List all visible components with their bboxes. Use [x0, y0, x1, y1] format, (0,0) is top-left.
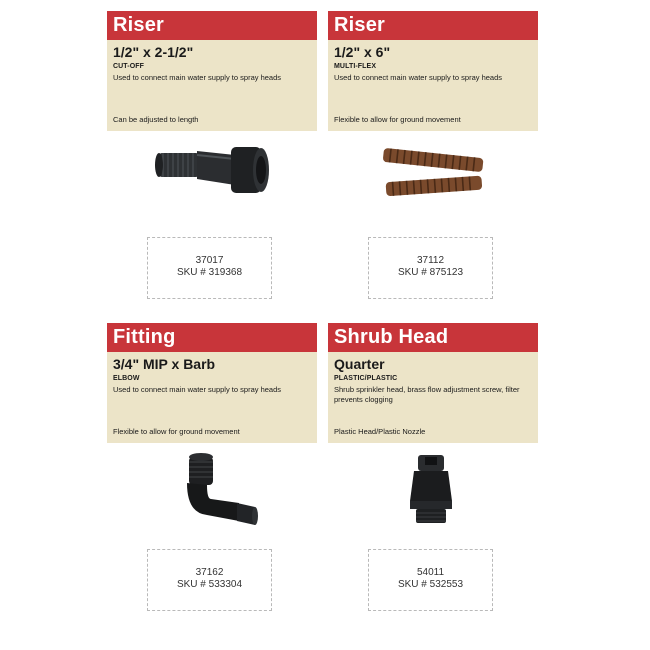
product-type: MULTI-FLEX: [334, 63, 377, 70]
flex-riser-icon: [328, 131, 538, 241]
category-band: Riser: [328, 11, 538, 40]
sku-number: SKU # 319368: [176, 267, 243, 278]
product-code: 37162: [195, 567, 224, 578]
sku-box: [147, 549, 272, 611]
product-card: [328, 323, 538, 590]
product-card: [107, 11, 317, 278]
shrub-head-icon: [328, 443, 538, 553]
product-note: Plastic Head/Plastic Nozzle: [334, 427, 426, 436]
product-description: Shrub sprinkler head, brass flow adjustment screw, filter prevents clogging: [334, 385, 520, 404]
product-type: CUT-OFF: [113, 63, 145, 70]
elbow-fitting-icon: [107, 443, 317, 553]
product-description: Used to connect main water supply to spray heads: [113, 385, 282, 394]
sku-number: SKU # 532553: [397, 579, 464, 590]
category-band: Fitting: [107, 323, 317, 352]
product-code: 37112: [416, 255, 445, 266]
product-code: 54011: [416, 567, 445, 578]
category-band: Shrub Head: [328, 323, 538, 352]
product-note: Flexible to allow for ground movement: [334, 115, 461, 124]
product-description: Used to connect main water supply to spray heads: [334, 73, 503, 82]
sku-number: SKU # 875123: [397, 267, 464, 278]
sku-box: [368, 549, 493, 611]
product-note: Flexible to allow for ground movement: [113, 427, 240, 436]
product-type: ELBOW: [113, 375, 140, 382]
product-card: [107, 323, 317, 590]
category-band: Riser: [107, 11, 317, 40]
sku-number: SKU # 533304: [176, 579, 243, 590]
cutoff-riser-icon: [107, 131, 317, 241]
sku-box: [147, 237, 272, 299]
product-card: [328, 11, 538, 278]
product-size: 3/4" MIP x Barb: [113, 356, 216, 372]
product-size: 1/2" x 6": [334, 44, 391, 60]
product-type: PLASTIC/PLASTIC: [334, 375, 398, 382]
product-size: Quarter: [334, 356, 385, 372]
product-description: Used to connect main water supply to spray heads: [113, 73, 282, 82]
product-note: Can be adjusted to length: [113, 115, 199, 124]
product-size: 1/2" x 2-1/2": [113, 44, 194, 60]
product-code: 37017: [195, 255, 224, 266]
sku-box: [368, 237, 493, 299]
